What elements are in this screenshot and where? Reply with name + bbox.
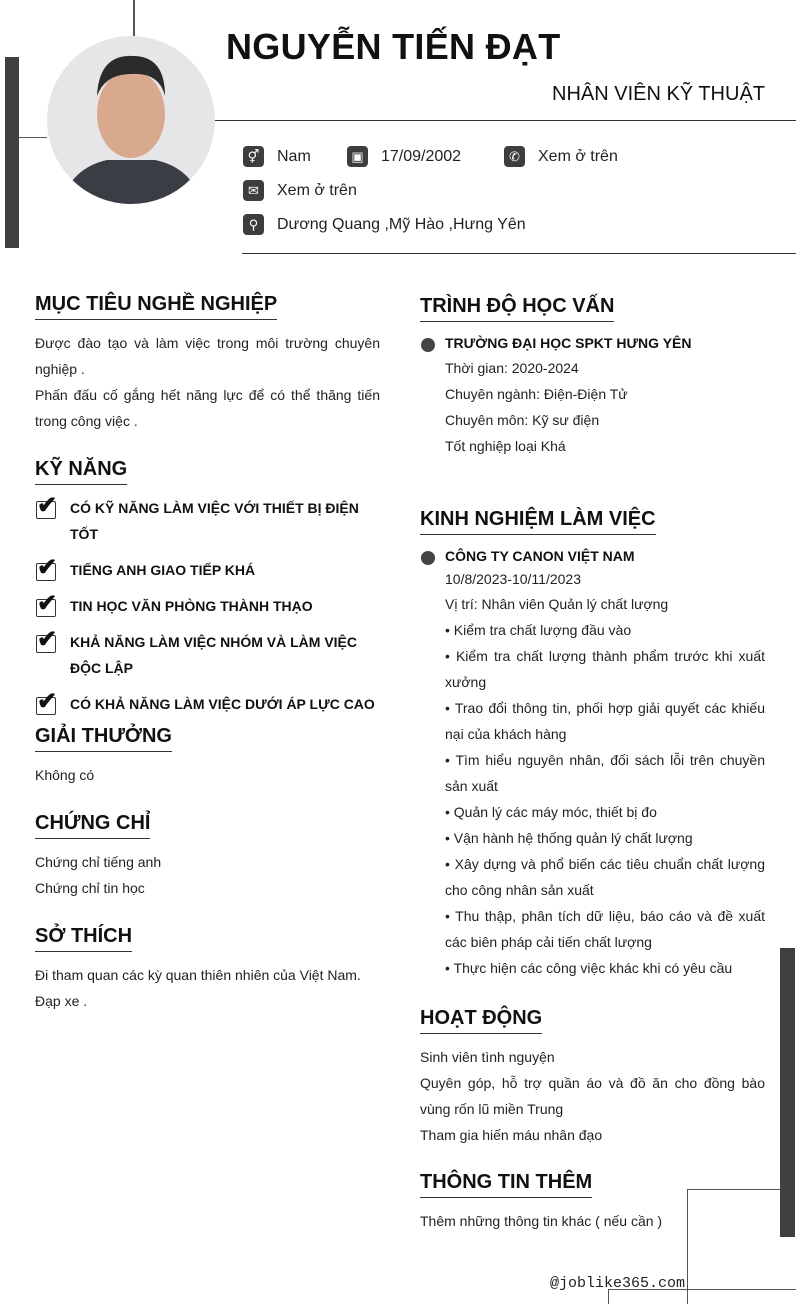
- education-line: Tốt nghiệp loại Khá: [445, 438, 566, 454]
- experience-line: • Thực hiện các công việc khác khi có yêu cầu: [445, 960, 733, 976]
- location-icon: ⚲: [243, 214, 264, 235]
- phone-text: Xem ở trên: [538, 147, 618, 165]
- school-name: TRƯỜNG ĐẠI HỌC SPKT HƯNG YÊN: [445, 335, 692, 351]
- skill-item: [35, 590, 380, 619]
- contact-birthday: [347, 146, 461, 167]
- email-text: Xem ở trên: [277, 181, 357, 199]
- checkbox-icon: ✔: [37, 554, 58, 581]
- phone-icon: ✆: [504, 146, 525, 167]
- extra-info-line: Thêm những thông tin khác ( nếu cần ): [420, 1213, 663, 1229]
- bullet-dot-icon: [421, 338, 435, 352]
- skill-item: [35, 688, 380, 717]
- section-awards: [35, 724, 380, 788]
- experience-line: • Quản lý các máy móc, thiết bị đo: [445, 804, 657, 820]
- skill-label: KHẢ NĂNG LÀM VIỆC NHÓM VÀ LÀM VIỆC ĐỘC LẬP: [70, 634, 357, 676]
- skill-label: TIẾNG ANH GIAO TIẾP KHÁ: [70, 562, 256, 578]
- section-activities: [420, 1006, 765, 1148]
- skill-item: [35, 626, 380, 681]
- avatar: [47, 36, 215, 204]
- skill-label: CÓ KHẢ NĂNG LÀM VIỆC DƯỚI ÁP LỰC CAO: [70, 696, 375, 712]
- education-line: Thời gian: 2020-2024: [445, 360, 579, 376]
- hobby-line: Đi tham quan các kỳ quan thiên nhiên của Việt Nam.: [35, 967, 361, 983]
- candidate-name: NGUYỄN TIẾN ĐẠT: [226, 26, 561, 67]
- objective-line: Phấn đấu cố gắng hết năng lực để có thể thăng tiến trong công việc .: [35, 387, 380, 429]
- header-divider: [215, 120, 796, 121]
- section-heading: CHỨNG CHỈ: [35, 811, 150, 839]
- gender-icon: ⚥: [243, 146, 264, 167]
- experience-line: • Trao đổi thông tin, phối hợp giải quyết các khiếu nại của khách hàng: [445, 700, 765, 742]
- activity-line: Quyên góp, hỗ trợ quần áo và đồ ăn cho đồng bào vùng rốn lũ miền Trung: [420, 1075, 765, 1117]
- decor-line: [19, 137, 47, 138]
- section-experience: [420, 507, 765, 981]
- checkbox-icon: ✔: [37, 492, 58, 519]
- contact-email: [243, 180, 357, 201]
- email-icon: ✉: [243, 180, 264, 201]
- activity-line: Tham gia hiến máu nhân đạo: [420, 1127, 603, 1143]
- section-hobbies: [35, 924, 380, 1014]
- skill-label: TIN HỌC VĂN PHÒNG THÀNH THẠO: [70, 598, 313, 614]
- education-line: Chuyên môn: Kỹ sư điện: [445, 412, 600, 428]
- watermark: @joblike365.com: [550, 1275, 686, 1292]
- experience-line: • Kiểm tra chất lượng thành phẩm trước khi xuất xưởng: [445, 648, 765, 690]
- section-extra-info: [420, 1170, 765, 1234]
- decor-line: [133, 0, 135, 36]
- contact-divider: [242, 253, 796, 254]
- experience-line: • Kiểm tra chất lượng đầu vào: [445, 622, 632, 638]
- calendar-icon: ▣: [347, 146, 368, 167]
- contact-phone: [504, 146, 618, 167]
- hobby-line: Đạp xe .: [35, 993, 88, 1009]
- skill-label: CÓ KỸ NĂNG LÀM VIỆC VỚI THIẾT BỊ ĐIỆN TỐT: [70, 500, 359, 542]
- objective-line: Được đào tạo và làm việc trong môi trường chuyên nghiệp .: [35, 335, 380, 377]
- decor-bar: [780, 948, 795, 1237]
- job-title: NHÂN VIÊN KỸ THUẬT: [552, 83, 765, 105]
- section-objective: [35, 292, 380, 434]
- section-heading: HOẠT ĐỘNG: [420, 1006, 542, 1034]
- section-heading: KINH NGHIỆM LÀM VIỆC: [420, 507, 656, 535]
- checkbox-icon: ✔: [37, 626, 58, 653]
- experience-line: Vị trí: Nhân viên Quản lý chất lượng: [445, 596, 669, 612]
- bullet-dot-icon: [421, 551, 435, 565]
- experience-line: • Xây dựng và phổ biến các tiêu chuẩn chất lượng cho công nhân sản xuất: [445, 856, 765, 898]
- experience-item: [420, 545, 765, 981]
- section-heading: KỸ NĂNG: [35, 457, 127, 485]
- checkbox-icon: ✔: [37, 688, 58, 715]
- section-certificates: [35, 811, 380, 901]
- section-heading: MỤC TIÊU NGHỀ NGHIỆP: [35, 292, 277, 320]
- award-line: Không có: [35, 767, 95, 783]
- checkbox-icon: ✔: [37, 590, 58, 617]
- section-heading: SỞ THÍCH: [35, 924, 132, 952]
- education-item: [420, 332, 765, 459]
- contact-address: [243, 214, 526, 235]
- experience-line: • Tìm hiểu nguyên nhân, đối sách lỗi trên chuyền sản xuất: [445, 752, 765, 794]
- certificate-line: Chứng chỉ tiếng anh: [35, 854, 162, 870]
- contact-gender: [243, 146, 311, 167]
- section-heading: GIẢI THƯỞNG: [35, 724, 172, 752]
- address-text: Dương Quang ,Mỹ Hào ,Hưng Yên: [277, 215, 526, 233]
- experience-period: 10/8/2023-10/11/2023: [445, 571, 581, 587]
- activity-line: Sinh viên tình nguyện: [420, 1049, 555, 1065]
- birthday-text: 17/09/2002: [381, 147, 462, 165]
- decor-bar: [5, 57, 19, 248]
- section-heading: TRÌNH ĐỘ HỌC VẤN: [420, 294, 614, 322]
- experience-line: • Thu thập, phân tích dữ liệu, báo cáo và đề xuất các biên pháp cải tiến chất lượng: [445, 908, 765, 950]
- certificate-line: Chứng chỉ tin học: [35, 880, 145, 896]
- education-line: Chuyên ngành: Điện-Điện Tử: [445, 386, 628, 402]
- experience-line: • Vận hành hệ thống quản lý chất lượng: [445, 830, 693, 846]
- company-name: CÔNG TY CANON VIỆT NAM: [445, 548, 635, 564]
- gender-text: Nam: [277, 147, 311, 165]
- skill-item: [35, 492, 380, 547]
- skill-item: [35, 554, 380, 583]
- section-heading: THÔNG TIN THÊM: [420, 1170, 592, 1198]
- section-education: [420, 294, 765, 459]
- section-skills: [35, 457, 380, 727]
